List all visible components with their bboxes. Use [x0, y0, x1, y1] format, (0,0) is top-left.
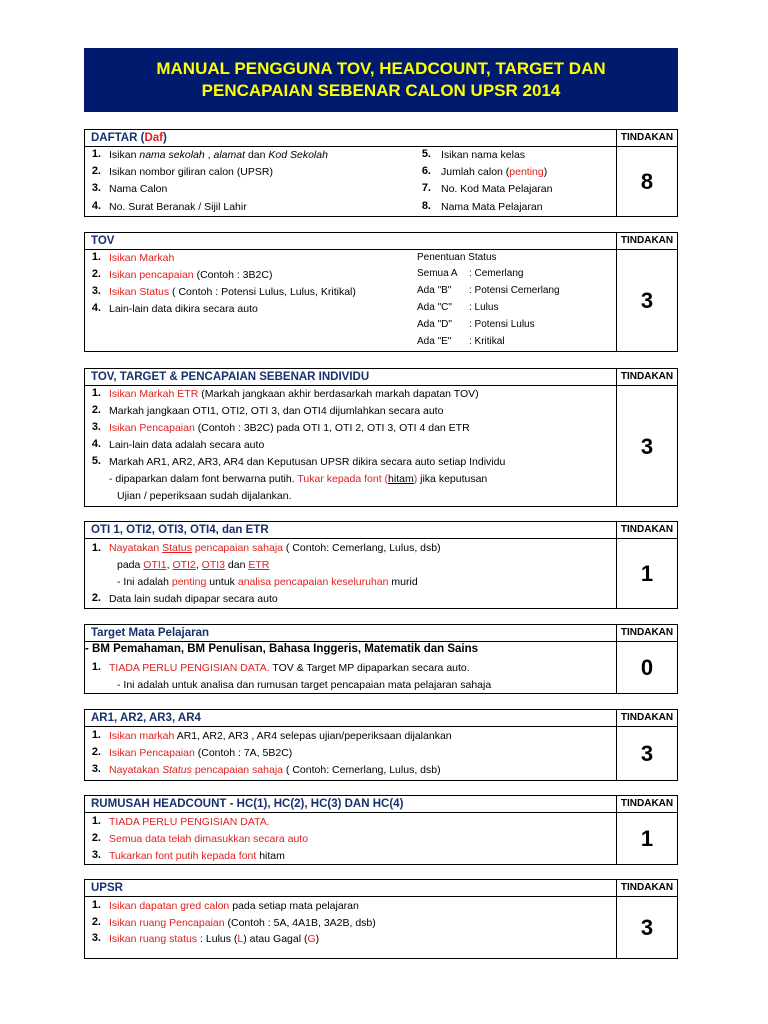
- title-line-2: PENCAPAIAN SEBENAR CALON UPSR 2014: [201, 81, 561, 100]
- action-count: 0: [616, 642, 677, 694]
- section-oti: OTI 1, OTI2, OTI3, OTI4, dan ETR TINDAKAN 1. Nayatakan Status pencapaian sahaja ( Contoh: Cemerlang, Lulus, dsb) pada OTI1, OTI2, OTI3 dan ETR - Ini adalah penting untuk analisa pencapaian keseluruhan murid 2. Data lain sudah dipapar secara auto 1: [84, 521, 678, 609]
- list-item: Semua data telah dimasukkan secara auto: [109, 833, 309, 845]
- action-count: 1: [616, 539, 677, 609]
- list-item: Isikan Pencapaian (Contoh : 7A, 5B2C): [109, 747, 293, 759]
- list-item: Lain-lain data adalah secara auto: [109, 439, 265, 451]
- list-item: Isikan Status ( Contoh : Potensi Lulus, Lulus, Kritikal): [109, 286, 356, 298]
- action-label: TINDAKAN: [616, 880, 677, 896]
- action-count: 3: [616, 727, 677, 781]
- list-item: Isikan nama sekolah , alamat dan Kod Sekolah: [109, 149, 328, 161]
- title-line-1: MANUAL PENGGUNA TOV, HEADCOUNT, TARGET DAN: [156, 59, 606, 78]
- list-item: No. Kod Mata Pelajaran: [441, 183, 553, 195]
- list-item: TIADA PERLU PENGISIAN DATA. TOV & Target MP dipaparkan secara auto.: [109, 662, 470, 674]
- status-key: Semua A: [417, 268, 458, 279]
- section-title: DAFTAR (Daf): [91, 132, 167, 144]
- section-title: UPSR: [91, 882, 123, 894]
- section-tov-target: TOV, TARGET & PENCAPAIAN SEBENAR INDIVIDU TINDAKAN 1. Isikan Markah ETR (Markah jangkaan akhir berdasarkah markah dapatan TOV) 2. Markah jangkaan OTI1, OTI2, OTI 3, dan OTI4 dijumlahkan secara auto 3. Isikan Pencapaian (Contoh : 3B2C) pada OTI 1, OTI 2, OTI 3, OTI 4 dan ETR 4. Lain-lain data adalah secara auto 5. Markah AR1, AR2, AR3, AR4 dan Keputusan UPSR dikira secara auto setiap Individu - dipaparkan dalam font berwarna putih. Tukar kepada font (hitam) jika keputusan Ujian / peperiksaan sudah dijalankan. 3: [84, 368, 678, 507]
- action-label: TINDAKAN: [616, 796, 677, 812]
- section-title: AR1, AR2, AR3, AR4: [91, 712, 201, 724]
- section-title: Target Mata Pelajaran: [91, 627, 210, 639]
- action-label: TINDAKAN: [616, 233, 677, 249]
- section-ar: AR1, AR2, AR3, AR4 TINDAKAN 1. Isikan markah AR1, AR2, AR3 , AR4 selepas ujian/peperiksaan dijalankan 2. Isikan Pencapaian (Contoh : 7A, 5B2C) 3. Nayatakan Status pencapaian sahaja ( Contoh: Cemerlang, Lulus, dsb) 3: [84, 709, 678, 781]
- list-item: Nayatakan Status pencapaian sahaja ( Contoh: Cemerlang, Lulus, dsb): [109, 764, 441, 776]
- status-title: Penentuan Status: [417, 252, 497, 263]
- list-item: Nama Calon: [109, 183, 168, 195]
- action-count: 3: [616, 250, 677, 352]
- action-count: 8: [616, 147, 677, 217]
- section-tov: TOV TINDAKAN 1. Isikan Markah 2. Isikan pencapaian (Contoh : 3B2C) 3. Isikan Status ( Contoh : Potensi Lulus, Lulus, Kritikal) 4. Lain-lain data dikira secara auto Penentuan Status Semua A : Cemerlang Ada "B" : Potensi Cemerlang Ada "C" : Lulus Ada "D" : Potensi Lulus Ada "E" : Kritikal 3: [84, 232, 678, 352]
- list-item: - Ini adalah penting untuk analisa pencapaian keseluruhan murid: [117, 576, 418, 588]
- status-value: : Lulus: [469, 302, 499, 313]
- section-title: TOV: [91, 235, 115, 247]
- section-rumusan-headcount: RUMUSAH HEADCOUNT - HC(1), HC(2), HC(3) DAN HC(4) TINDAKAN 1. TIADA PERLU PENGISIAN DATA. 2. Semua data telah dimasukkan secara auto 3. Tukarkan font putih kepada font hitam 1: [84, 795, 678, 865]
- list-item: Isikan Markah ETR (Markah jangkaan akhir berdasarkah markah dapatan TOV): [109, 388, 479, 400]
- action-label: TINDAKAN: [616, 130, 677, 146]
- status-key: Ada "D": [417, 319, 452, 330]
- status-key: Ada "B": [417, 285, 452, 296]
- section-title: RUMUSAH HEADCOUNT - HC(1), HC(2), HC(3) DAN HC(4): [91, 798, 404, 810]
- action-label: TINDAKAN: [616, 710, 677, 726]
- section-title: OTI 1, OTI2, OTI3, OTI4, dan ETR: [91, 524, 269, 536]
- list-item: pada OTI1, OTI2, OTI3 dan ETR: [117, 559, 270, 571]
- list-item: TIADA PERLU PENGISIAN DATA.: [109, 816, 270, 828]
- section-upsr: UPSR TINDAKAN 1. Isikan dapatan gred calon pada setiap mata pelajaran 2. Isikan ruang Pencapaian (Contoh : 5A, 4A1B, 3A2B, dsb) 3. Isikan ruang status : Lulus (L) atau Gagal (G) 3: [84, 879, 678, 959]
- status-value: : Potensi Cemerlang: [469, 285, 560, 296]
- list-item: Isikan Pencapaian (Contoh : 3B2C) pada OTI 1, OTI 2, OTI 3, OTI 4 dan ETR: [109, 422, 470, 434]
- list-item: Isikan Markah: [109, 252, 175, 264]
- list-item: Isikan nombor giliran calon (UPSR): [109, 166, 273, 178]
- list-item: Nama Mata Pelajaran: [441, 201, 543, 213]
- list-item: Lain-lain data dikira secara auto: [109, 303, 258, 315]
- section-subtitle: - BM Pemahaman, BM Penulisan, Bahasa Inggeris, Matematik dan Sains: [85, 643, 479, 655]
- action-label: TINDAKAN: [616, 522, 677, 538]
- action-label: TINDAKAN: [616, 369, 677, 385]
- list-item: Data lain sudah dipapar secara auto: [109, 593, 278, 605]
- list-item: Isikan pencapaian (Contoh : 3B2C): [109, 269, 273, 281]
- status-value: : Kritikal: [469, 336, 505, 347]
- list-item: Markah AR1, AR2, AR3, AR4 dan Keputusan UPSR dikira secara auto setiap Individu: [109, 456, 506, 468]
- action-count: 3: [616, 386, 677, 507]
- action-count: 1: [616, 813, 677, 865]
- list-item: Isikan nama kelas: [441, 149, 526, 161]
- list-item: Isikan dapatan gred calon pada setiap mata pelajaran: [109, 900, 359, 912]
- status-value: : Cemerlang: [469, 268, 524, 279]
- status-key: Ada "E": [417, 336, 452, 347]
- list-item: Isikan ruang Pencapaian (Contoh : 5A, 4A1B, 3A2B, dsb): [109, 917, 376, 929]
- list-item: No. Surat Beranak / Sijil Lahir: [109, 201, 247, 213]
- status-value: : Potensi Lulus: [469, 319, 535, 330]
- page-title: [84, 48, 678, 112]
- list-item: Ujian / peperiksaan sudah dijalankan.: [117, 490, 292, 502]
- section-title: TOV, TARGET & PENCAPAIAN SEBENAR INDIVIDU: [91, 371, 370, 383]
- list-item: Tukarkan font putih kepada font hitam: [109, 850, 285, 862]
- section-daftar: DAFTAR (Daf) TINDAKAN 1. Isikan nama sekolah , alamat dan Kod Sekolah 2. Isikan nombor giliran calon (UPSR) 3. Nama Calon 4. No. Surat Beranak / Sijil Lahir 5. Isikan nama kelas 6. Jumlah calon (penting) 7. No. Kod Mata Pelajaran 8. Nama Mata Pelajaran 8: [84, 129, 678, 217]
- action-label: TINDAKAN: [616, 625, 677, 641]
- list-item: Isikan markah AR1, AR2, AR3 , AR4 selepas ujian/peperiksaan dijalankan: [109, 730, 452, 742]
- list-item: Nayatakan Status pencapaian sahaja ( Contoh: Cemerlang, Lulus, dsb): [109, 542, 441, 554]
- status-key: Ada "C": [417, 302, 452, 313]
- list-item: Isikan ruang status : Lulus (L) atau Gagal (G): [109, 933, 320, 945]
- action-count: 3: [616, 897, 677, 959]
- section-target: Target Mata Pelajaran TINDAKAN - BM Pemahaman, BM Penulisan, Bahasa Inggeris, Matematik dan Sains 1. TIADA PERLU PENGISIAN DATA. TOV & Target MP dipaparkan secara auto. - Ini adalah untuk analisa dan rumusan target pencapaian mata pelajaran sahaja 0: [84, 624, 678, 694]
- list-item: Markah jangkaan OTI1, OTI2, OTI 3, dan OTI4 dijumlahkan secara auto: [109, 405, 444, 417]
- list-item: - dipaparkan dalam font berwarna putih. Tukar kepada font (hitam) jika keputusan: [109, 473, 488, 485]
- list-item: - Ini adalah untuk analisa dan rumusan target pencapaian mata pelajaran sahaja: [117, 679, 492, 691]
- list-item: Jumlah calon (penting): [441, 166, 548, 178]
